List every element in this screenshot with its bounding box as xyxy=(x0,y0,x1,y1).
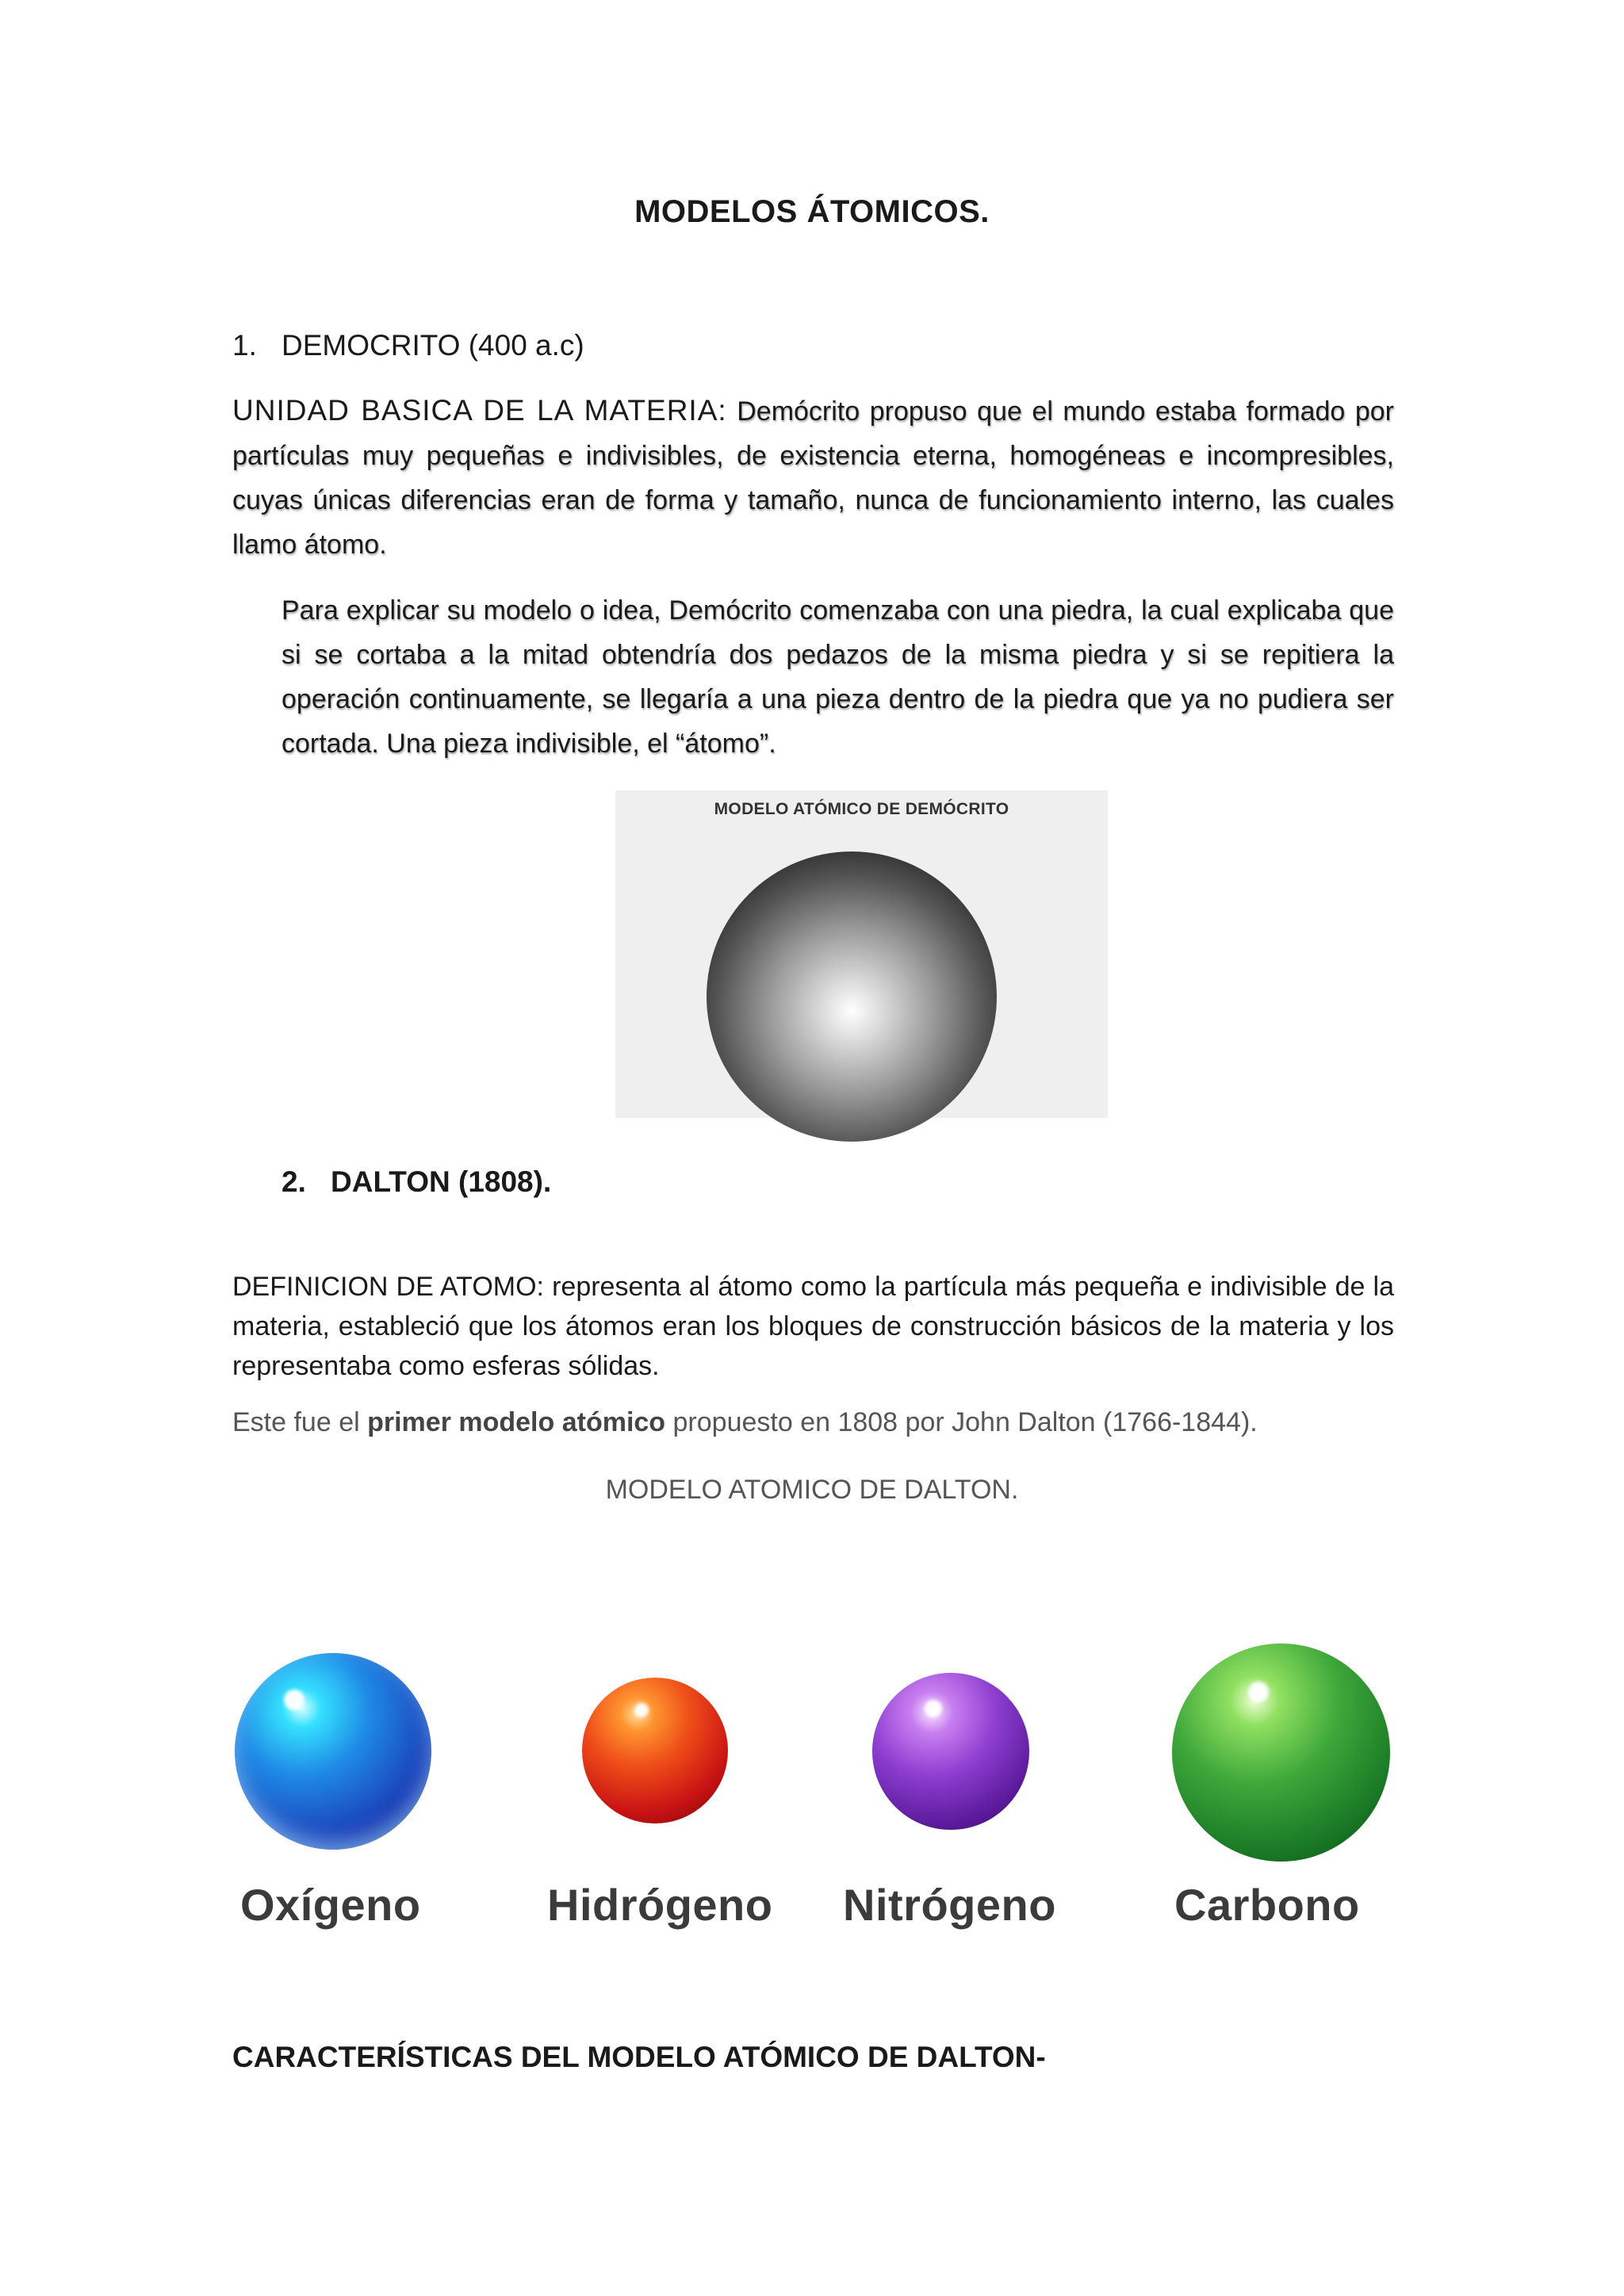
paragraph-body: Demócrito propuso que el mundo estaba formado por partículas muy pequeñas e indivisibles, de existencia eterna, homogéneas e incompresibles, cuyas únicas diferencias eran de forma y tamaño, nunca de funcionamiento interno, las cuales llamo átomo. xyxy=(232,396,1394,560)
section-number: 2. xyxy=(282,1165,306,1198)
carbon-sphere-icon xyxy=(1172,1644,1390,1862)
element-label-nitrogen: Nitrógeno xyxy=(843,1880,1056,1930)
note-bold: primer modelo atómico xyxy=(367,1407,666,1437)
section-number: 1. xyxy=(232,329,257,362)
page-title: MODELOS ÁTOMICOS. xyxy=(634,194,990,229)
democrito-sphere-icon xyxy=(707,851,997,1142)
dalton-figure-caption: MODELO ATOMICO DE DALTON. xyxy=(605,1475,1019,1505)
figure-caption: MODELO ATÓMICO DE DEMÓCRITO xyxy=(714,800,1009,818)
element-label-hydrogen: Hidrógeno xyxy=(547,1880,773,1930)
nitrogen-sphere-icon xyxy=(872,1673,1029,1830)
note-text: Este fue el xyxy=(232,1407,368,1437)
paragraph-piedra: Para explicar su modelo o idea, Demócrito comenzaba con una piedra, la cual explicaba que si se cortaba a la mitad obtendría dos pedazos de la misma piedra y si se repitiera la operación continuamente, se llegaría a una pieza dentro de la piedra que ya no pudiera ser cortada. Una pieza indivisible, el “átomo”. xyxy=(282,595,1394,759)
element-label-oxygen: Oxígeno xyxy=(240,1880,421,1930)
section-heading-caracteristicas: CARACTERÍSTICAS DEL MODELO ATÓMICO DE DALTON- xyxy=(232,2041,1046,2073)
element-label-carbon: Carbono xyxy=(1174,1880,1360,1930)
democrito-model-figure xyxy=(615,790,1108,1118)
paragraph-definicion-atomo: DEFINICION DE ATOMO: representa al átomo como la partícula más pequeña e indivisible de la materia, estableció que los átomos eran los bloques de construcción básicos de la materia y los representaba como esferas sólidas. xyxy=(232,1272,1394,1381)
hydrogen-sphere-icon xyxy=(582,1678,728,1823)
section-heading-democrito xyxy=(232,329,584,362)
paragraph-unidad-basica xyxy=(232,388,1394,567)
paragraph-lead: UNIDAD BASICA DE LA MATERIA: xyxy=(232,394,727,427)
oxygen-sphere-icon xyxy=(235,1653,431,1850)
note-text-end: propuesto en 1808 por John Dalton (1766-1844). xyxy=(665,1407,1258,1437)
paragraph-primer-modelo xyxy=(232,1407,1258,1438)
section-heading-dalton xyxy=(282,1165,551,1199)
section-title: DEMOCRITO (400 a.c) xyxy=(282,329,584,362)
section-title: DALTON (1808). xyxy=(331,1165,552,1198)
